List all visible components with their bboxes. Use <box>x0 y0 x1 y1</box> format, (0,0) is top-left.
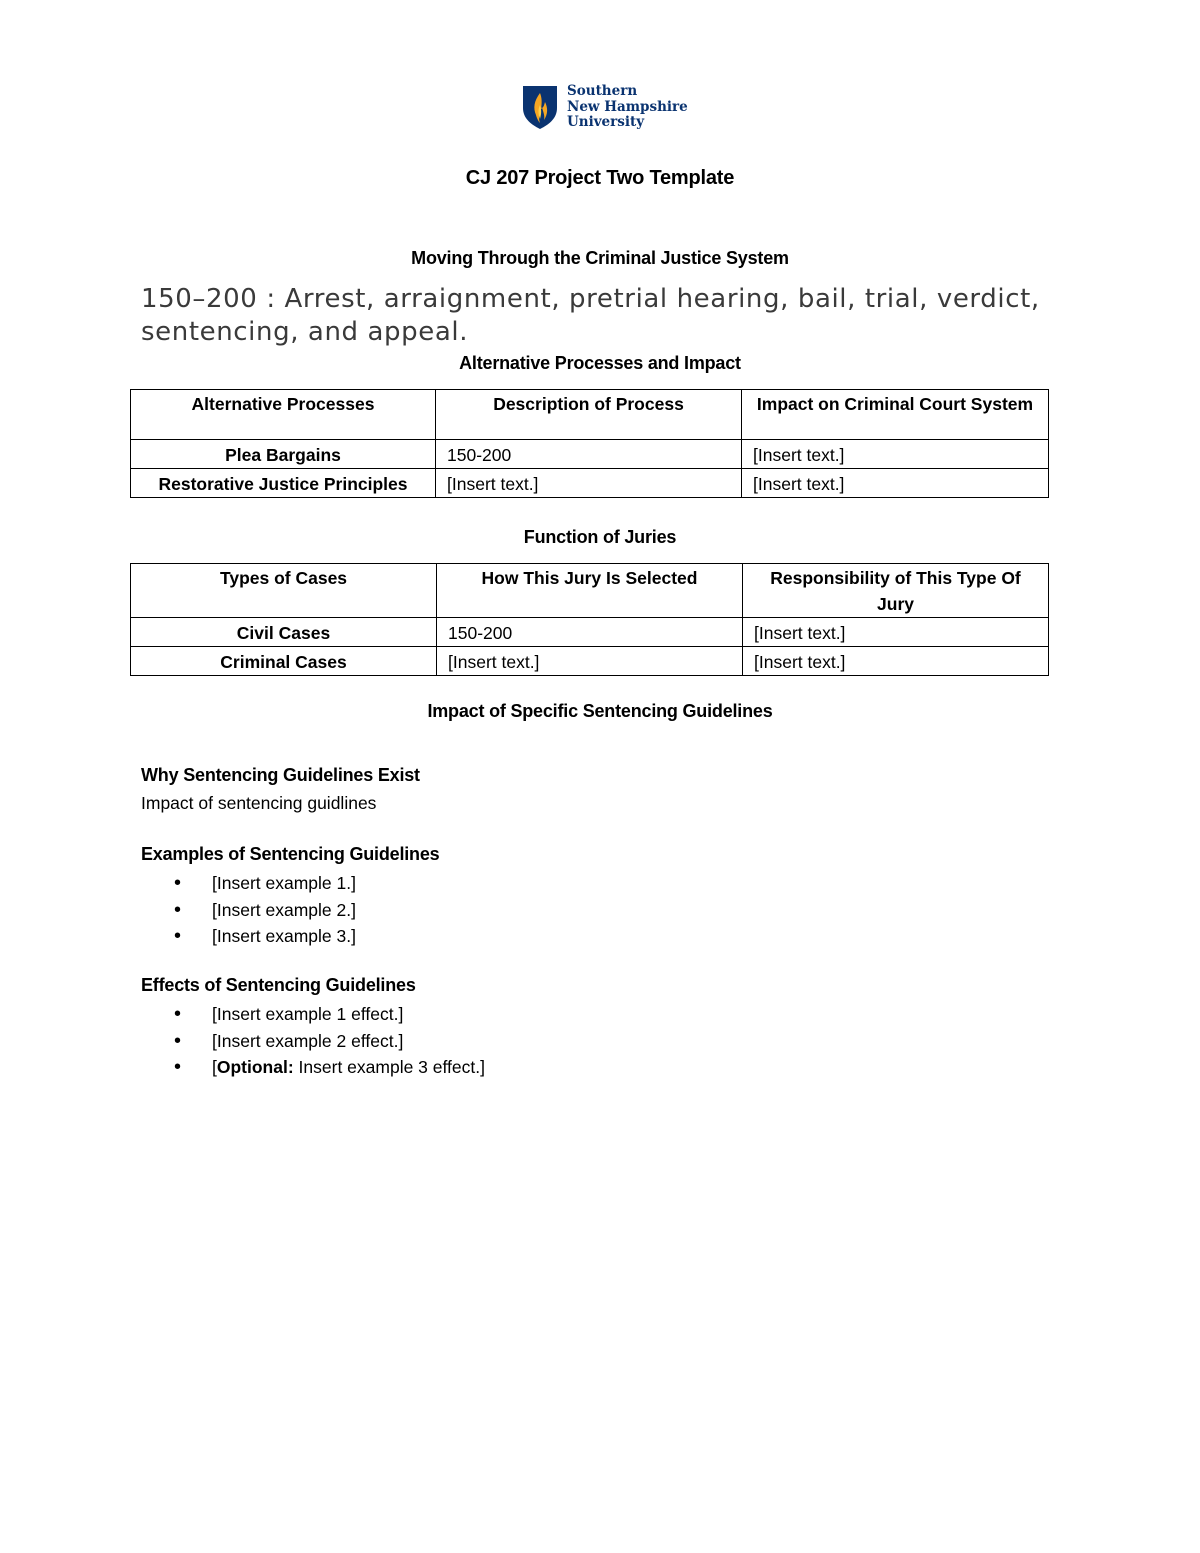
table-cell[interactable]: [Insert text.] <box>742 469 1049 498</box>
list-item-text: [Insert example 2.] <box>212 899 356 920</box>
effects-list <box>141 1001 485 1081</box>
list-item[interactable] <box>141 897 356 924</box>
table-header-cell: Alternative Processes <box>131 390 436 440</box>
university-logo <box>521 84 688 131</box>
list-item-text: [Insert example 1 effect.] <box>212 1004 404 1024</box>
table-header-row <box>131 564 1049 618</box>
row-label: Criminal Cases <box>131 647 437 676</box>
alternative-processes-table <box>130 389 1049 498</box>
list-item[interactable] <box>141 923 356 950</box>
section-heading-function-of-juries: Function of Juries <box>523 527 677 547</box>
list-item[interactable] <box>141 870 356 897</box>
table-header-cell: How This Jury Is Selected <box>437 564 743 618</box>
table-cell[interactable]: [Insert text.] <box>436 469 742 498</box>
table-header-row <box>131 390 1049 440</box>
bullet-icon: • <box>174 872 182 894</box>
optional-label: Optional: <box>216 1057 294 1077</box>
juries-table <box>130 563 1049 676</box>
logo-line-2: New Hampshire <box>567 98 688 115</box>
bullet-icon: • <box>174 898 182 921</box>
table-cell[interactable]: [Insert text.] <box>742 440 1049 469</box>
bullet-icon: • <box>174 1029 182 1052</box>
list-item-text: [Insert example 1.] <box>212 873 356 893</box>
row-label: Restorative Justice Principles <box>131 469 436 498</box>
table-cell[interactable]: [Insert text.] <box>437 647 743 676</box>
list-item-text: Insert example 3 effect.] <box>293 1057 485 1077</box>
examples-list <box>141 870 356 950</box>
logo-wordmark <box>567 84 688 131</box>
row-label: Plea Bargains <box>131 440 436 469</box>
table-row <box>131 618 1049 647</box>
logo-line-3: University <box>567 114 645 130</box>
table-header-cell: Impact on Criminal Court System <box>742 390 1049 440</box>
section-heading-alternative-processes: Alternative Processes and Impact <box>459 353 741 373</box>
table-cell[interactable]: [Insert text.] <box>743 647 1049 676</box>
table-header-cell: Responsibility of This Type Of Jury <box>743 564 1049 618</box>
list-item[interactable] <box>141 1054 485 1081</box>
table-header-cell: Description of Process <box>436 390 742 440</box>
examples-heading: Examples of Sentencing Guidelines <box>141 844 440 864</box>
list-item[interactable] <box>141 1001 485 1028</box>
list-item-text: [Insert example 3.] <box>212 926 356 946</box>
table-cell[interactable]: 150-200 <box>436 440 742 469</box>
table-row <box>131 440 1049 469</box>
list-item[interactable] <box>141 1028 485 1055</box>
document-title: CJ 207 Project Two Template <box>465 167 735 189</box>
row-label: Civil Cases <box>131 618 437 647</box>
why-guidelines-text[interactable]: Impact of sentencing guidlines <box>141 793 377 813</box>
logo-line-1: Southern <box>567 83 638 99</box>
list-item-text: [Insert example 2 effect.] <box>212 1030 404 1051</box>
criminal-justice-answer: 150–200 : Arrest, arraignment, pretrial hearing, bail, trial, verdict, sentencing, and appeal. <box>141 284 1040 347</box>
why-guidelines-heading: Why Sentencing Guidelines Exist <box>141 765 420 785</box>
bullet-icon: • <box>174 925 182 947</box>
table-cell[interactable]: 150-200 <box>437 618 743 647</box>
table-cell[interactable]: [Insert text.] <box>743 618 1049 647</box>
section-heading-criminal-justice-system: Moving Through the Criminal Justice System <box>411 248 789 268</box>
table-row <box>131 469 1049 498</box>
bullet-icon: • <box>174 1003 182 1025</box>
section-heading-sentencing-guidelines: Impact of Specific Sentencing Guidelines <box>427 701 773 721</box>
shield-flame-icon <box>521 84 559 130</box>
table-header-cell: Types of Cases <box>131 564 437 618</box>
effects-heading: Effects of Sentencing Guidelines <box>141 975 416 995</box>
bullet-icon: • <box>174 1056 182 1078</box>
table-row <box>131 647 1049 676</box>
optional-prefix: [ <box>212 1057 217 1077</box>
